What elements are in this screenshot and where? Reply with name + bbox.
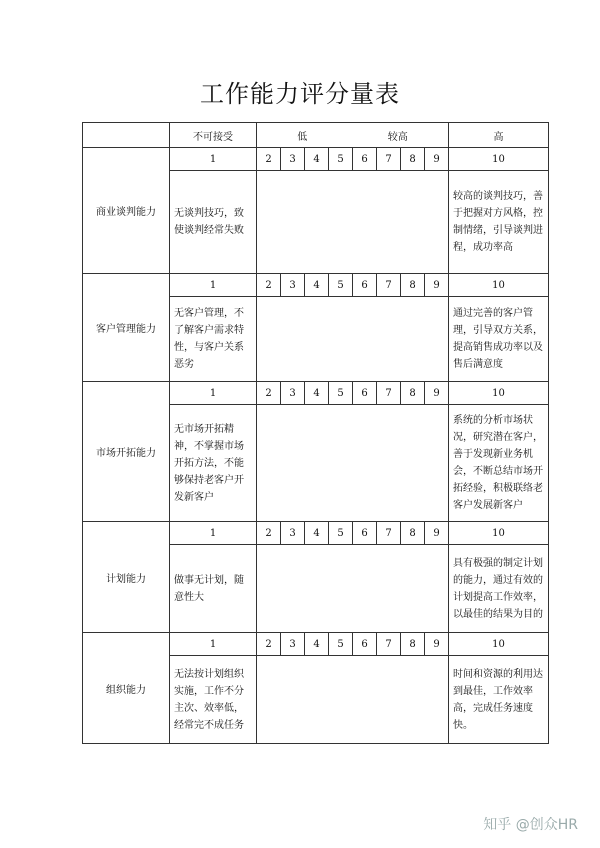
low-description: 无法按计划组织实施，工作不分主次、效率低，经常完不成任务 [170, 656, 257, 744]
scale-score: 6 [353, 382, 377, 405]
scale-score: 1 [170, 633, 257, 656]
scale-score: 7 [377, 274, 401, 297]
scale-score: 9 [425, 633, 449, 656]
scale-score: 8 [401, 633, 425, 656]
scale-score: 8 [401, 274, 425, 297]
scale-score: 2 [257, 382, 281, 405]
scale-score: 6 [353, 522, 377, 545]
scale-score: 3 [281, 633, 305, 656]
scale-score: 2 [257, 522, 281, 545]
scale-row [83, 274, 549, 297]
scale-score: 1 [170, 274, 257, 297]
scale-score: 5 [329, 633, 353, 656]
page-title: 工作能力评分量表 [200, 80, 400, 108]
header-row [83, 123, 549, 148]
high-description: 具有极强的制定计划的能力，通过有效的计划提高工作效率，以最佳的结果为目的 [449, 545, 549, 633]
scale-score: 10 [449, 522, 549, 545]
low-description: 无谈判技巧，致使谈判经常失败 [170, 171, 257, 274]
scale-score: 4 [305, 274, 329, 297]
scale-score: 8 [401, 382, 425, 405]
scale-score: 5 [329, 522, 353, 545]
scale-score: 9 [425, 382, 449, 405]
middle-blank [257, 545, 449, 633]
scale-score: 8 [401, 148, 425, 171]
scale-score: 2 [257, 148, 281, 171]
scale-score: 1 [170, 148, 257, 171]
ability-name: 组织能力 [83, 633, 170, 744]
header-high: 高 [449, 123, 549, 148]
scale-score: 8 [401, 522, 425, 545]
high-description: 较高的谈判技巧，善于把握对方风格，控制情绪，引导谈判进程，成功率高 [449, 171, 549, 274]
watermark: 知乎 @创众HR [483, 817, 578, 833]
scale-score: 6 [353, 274, 377, 297]
rating-table [82, 122, 549, 744]
middle-blank [257, 405, 449, 522]
scale-score: 3 [281, 522, 305, 545]
scale-score: 4 [305, 522, 329, 545]
header-unacceptable: 不可接受 [170, 123, 257, 148]
middle-blank [257, 297, 449, 382]
scale-row [83, 382, 549, 405]
middle-blank [257, 171, 449, 274]
scale-score: 9 [425, 148, 449, 171]
scale-score: 3 [281, 274, 305, 297]
scale-row [83, 633, 549, 656]
scale-score: 10 [449, 148, 549, 171]
scale-score: 5 [329, 274, 353, 297]
scale-score: 5 [329, 148, 353, 171]
scale-score: 6 [353, 148, 377, 171]
scale-score: 7 [377, 382, 401, 405]
scale-row [83, 522, 549, 545]
header-mid: 较高 [387, 131, 408, 143]
scale-score: 2 [257, 633, 281, 656]
header-low-high [257, 123, 449, 148]
scale-score: 10 [449, 274, 549, 297]
low-description: 做事无计划，随意性大 [170, 545, 257, 633]
scale-score: 7 [377, 148, 401, 171]
scale-score: 6 [353, 633, 377, 656]
high-description: 通过完善的客户管理，引导双方关系，提高销售成功率以及售后满意度 [449, 297, 549, 382]
header-low: 低 [297, 131, 308, 143]
scale-score: 1 [170, 522, 257, 545]
scale-score: 7 [377, 633, 401, 656]
ability-name: 商业谈判能力 [83, 148, 170, 274]
scale-score: 7 [377, 522, 401, 545]
high-description: 系统的分析市场状况，研究潜在客户，善于发现新业务机会，不断总结市场开拓经验，积极联络老客户发展新客户 [449, 405, 549, 522]
scale-score: 4 [305, 633, 329, 656]
header-corner [83, 123, 170, 148]
scale-score: 9 [425, 522, 449, 545]
low-description: 无客户管理，不了解客户需求特性，与客户关系恶劣 [170, 297, 257, 382]
scale-score: 5 [329, 382, 353, 405]
scale-score: 9 [425, 274, 449, 297]
scale-score: 4 [305, 382, 329, 405]
ability-name: 计划能力 [83, 522, 170, 633]
scale-score: 3 [281, 148, 305, 171]
scale-score: 4 [305, 148, 329, 171]
high-description: 时间和资源的利用达到最佳，工作效率高，完成任务速度快。 [449, 656, 549, 744]
scale-row [83, 148, 549, 171]
scale-score: 10 [449, 633, 549, 656]
middle-blank [257, 656, 449, 744]
scale-score: 2 [257, 274, 281, 297]
ability-name: 客户管理能力 [83, 274, 170, 382]
scale-score: 10 [449, 382, 549, 405]
scale-score: 1 [170, 382, 257, 405]
ability-name: 市场开拓能力 [83, 382, 170, 522]
scale-score: 3 [281, 382, 305, 405]
low-description: 无市场开拓精神，不掌握市场开拓方法，不能够保持老客户开发新客户 [170, 405, 257, 522]
